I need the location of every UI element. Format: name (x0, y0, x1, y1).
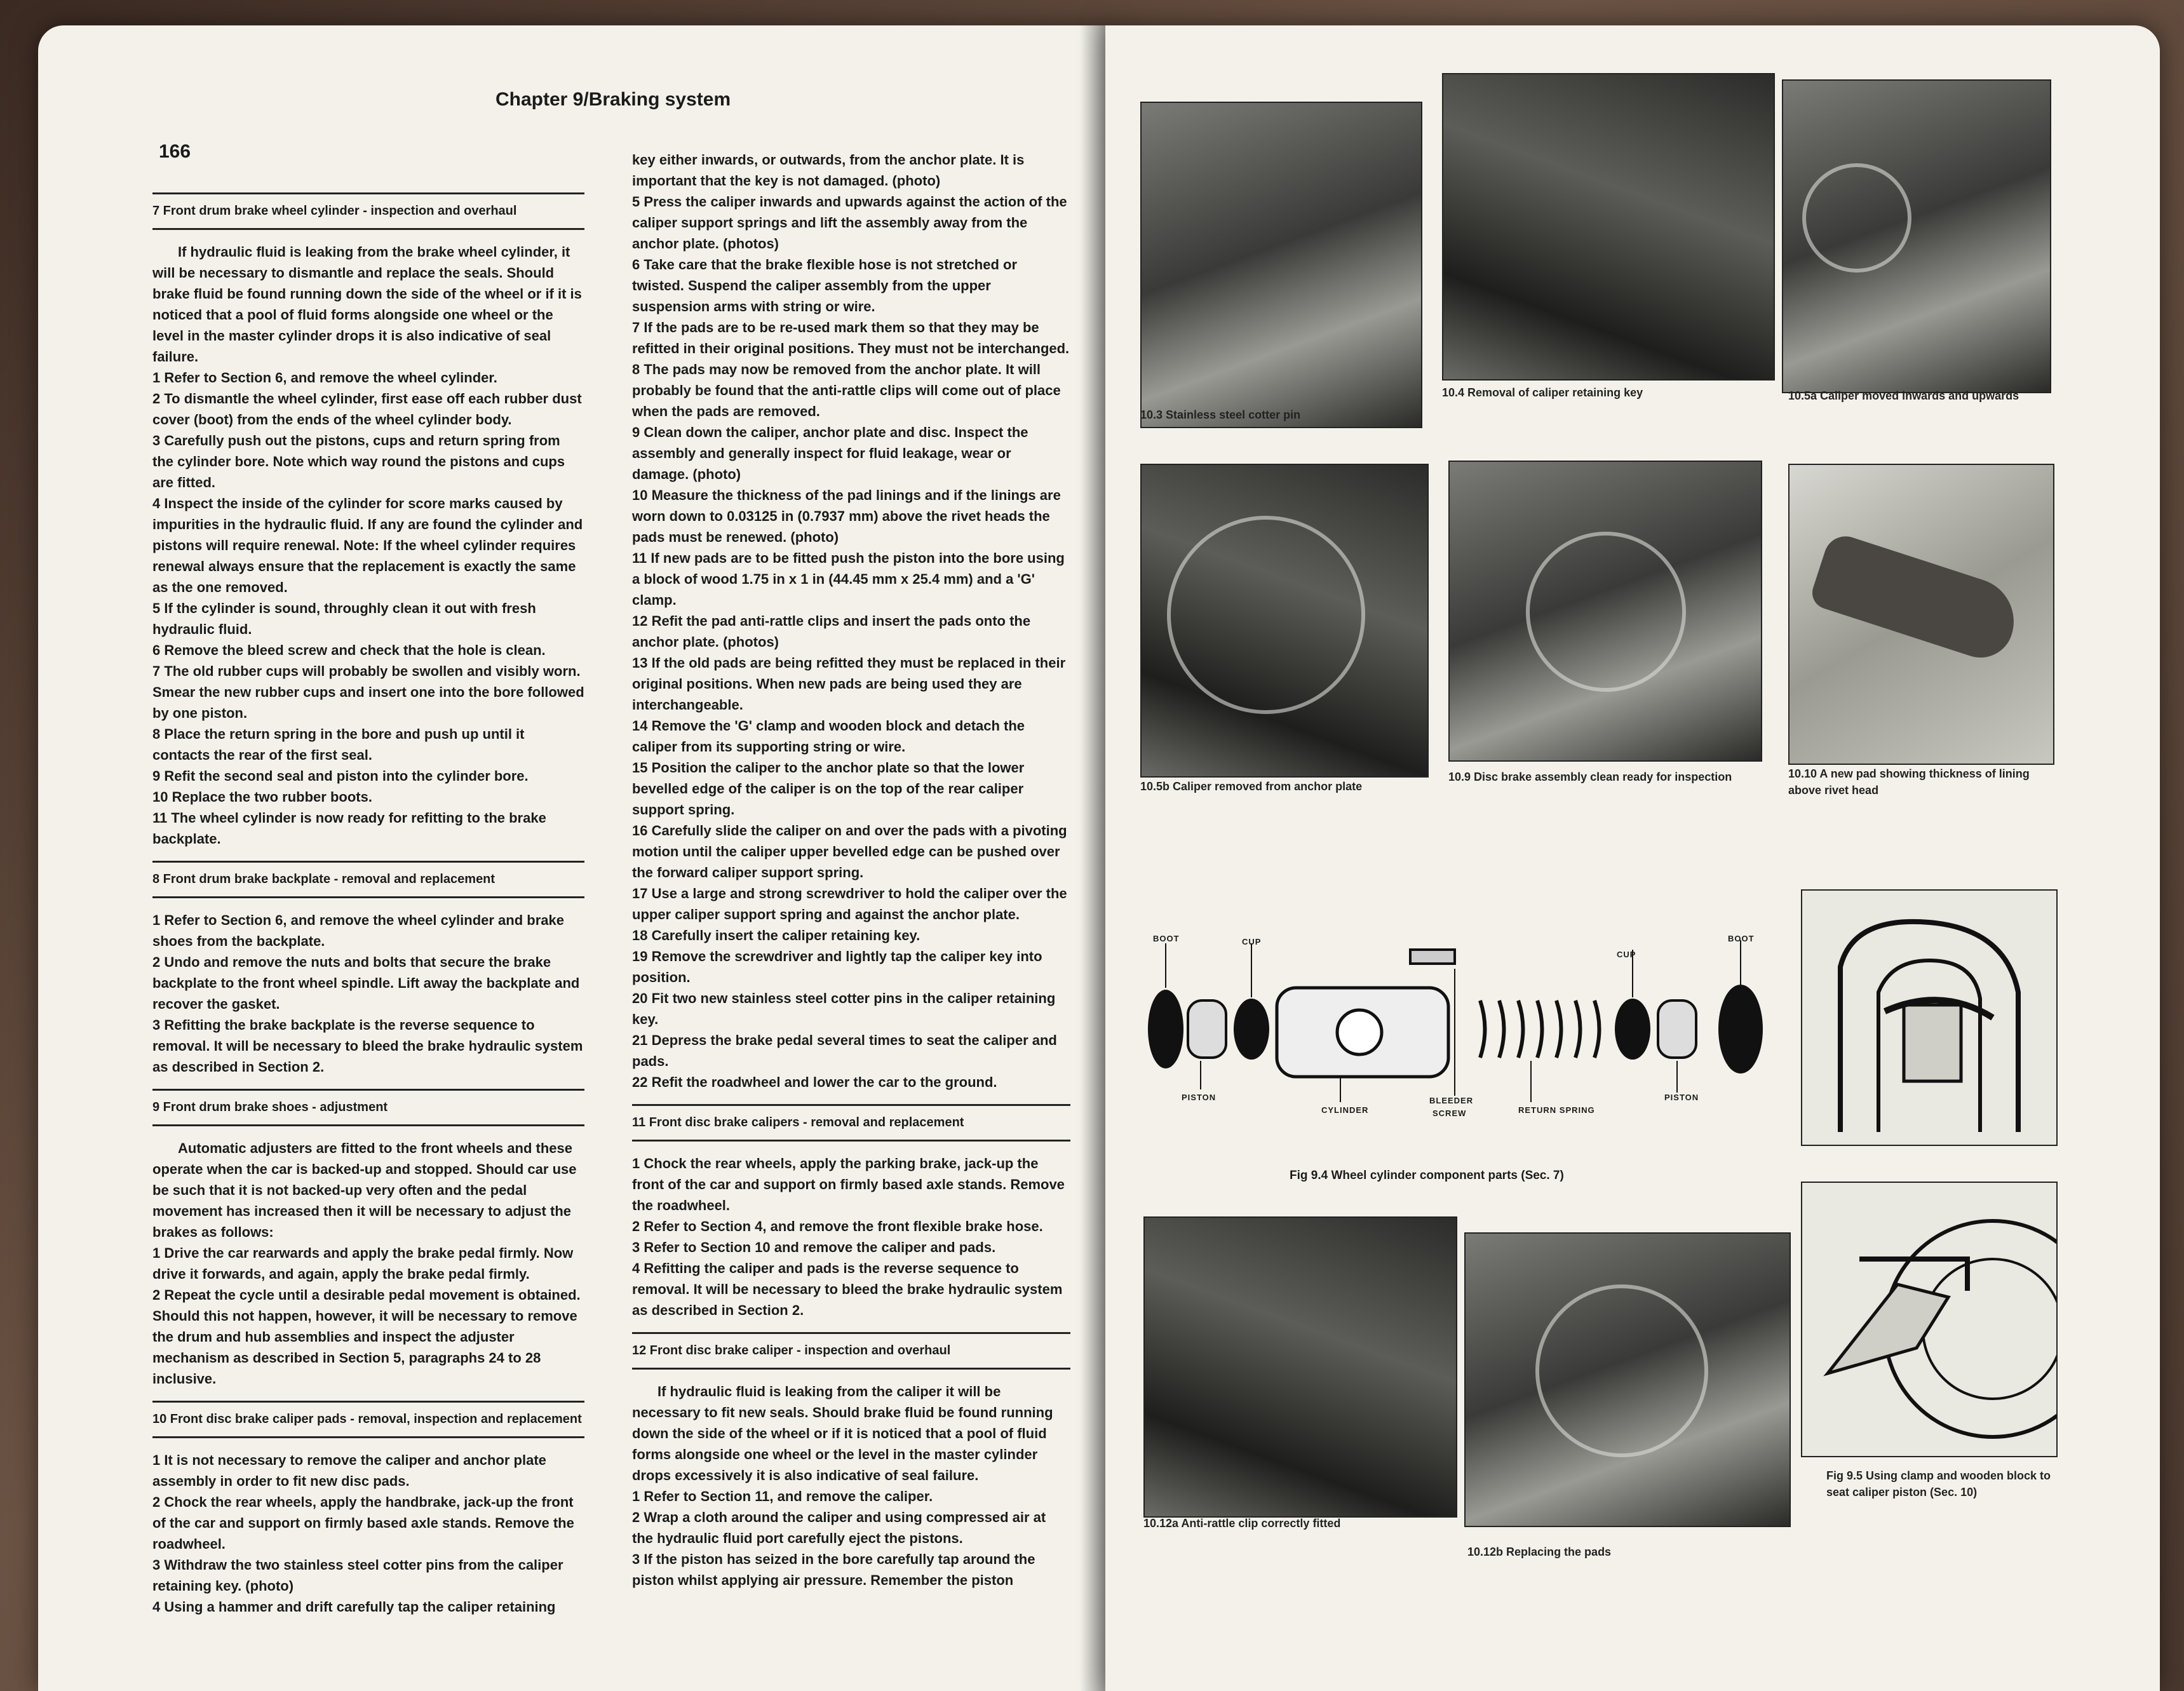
piston-right-shape (1658, 1000, 1696, 1058)
middle-text-column (632, 149, 1070, 1591)
c-p11: 11 If new pads are to be fitted push the piston into the bore using a block of wood 1.75 in x 1 in (44.45 mm x 25.4 mm) and a 'G' clamp. (632, 550, 1065, 608)
boot-right-shape (1718, 985, 1763, 1074)
c-p20: 20 Fit two new stainless steel cotter pins in the caliper retaining key. (632, 990, 1056, 1027)
label-boot-left: BOOT (1153, 934, 1180, 943)
label-boot-right: BOOT (1728, 934, 1755, 943)
photo-10-10 (1788, 464, 2054, 765)
label-return-spring: RETURN SPRING (1518, 1105, 1595, 1115)
s10-p3: 3 Withdraw the two stainless steel cotter pins from the caliper retaining key. (photo) (152, 1557, 563, 1594)
section-9-title: 9 Front drum brake shoes - adjustment (152, 1089, 584, 1126)
s7-p6: 6 Remove the bleed screw and check that the hole is clean. (152, 642, 546, 658)
brake-disc (1535, 1284, 1708, 1457)
c-p22: 22 Refit the roadwheel and lower the car to the ground. (632, 1074, 997, 1090)
section-12-title: 12 Front disc brake caliper - inspection and overhaul (632, 1332, 1070, 1370)
s10-p1: 1 It is not necessary to remove the caliper and anchor plate assembly in order to fit new disc pads. (152, 1452, 546, 1489)
c-p12: 12 Refit the pad anti-rattle clips and insert the pads onto the anchor plate. (photos) (632, 613, 1031, 650)
label-cylinder: CYLINDER (1321, 1105, 1369, 1115)
bleeder-screw-shape (1410, 950, 1455, 964)
caption-10-12a: 10.12a Anti-rattle clip correctly fitted (1143, 1517, 1341, 1530)
s11-p2: 2 Refer to Section 4, and remove the front flexible brake hose. (632, 1218, 1043, 1234)
fig-9-5-drawing (1801, 1182, 2058, 1457)
c-p17: 17 Use a large and strong screwdriver to hold the caliper over the upper caliper support spring and against the anchor plate. (632, 886, 1067, 922)
c-p8: 8 The pads may now be removed from the anchor plate. It will probably be found that the anti-rattle clips will come out of place when the pads are removed. (632, 361, 1061, 419)
s7-p3: 3 Carefully push out the pistons, cups and return spring from the cylinder bore. Note which way round the pistons and cups are fitted. (152, 433, 565, 490)
c-p4: key either inwards, or outwards, from the anchor plate. It is important that the key is not damaged. (photo) (632, 152, 1025, 189)
caption-10-5a: 10.5a Caliper moved inwards and upwards (1788, 389, 2019, 402)
s8-p3: 3 Refitting the brake backplate is the reverse sequence to removal. It will be necessary to bleed the brake hydraulic system as described in Section 2. (152, 1017, 583, 1075)
label-cup-right: CUP (1617, 950, 1636, 959)
s10-p4: 4 Using a hammer and drift carefully tap the caliper retaining (152, 1599, 556, 1615)
fig-9-4-caption: Fig 9.4 Wheel cylinder component parts (Sec. 7) (1290, 1169, 1564, 1182)
c-p5: 5 Press the caliper inwards and upwards against the action of the caliper support springs and lift the assembly away from the anchor plate. (photos) (632, 194, 1067, 252)
cup-right-shape (1615, 999, 1650, 1060)
s12-p2: 2 Wrap a cloth around the caliper and using compressed air at the hydraulic fluid port carefully eject the pistons. (632, 1509, 1046, 1546)
photo-10-9 (1448, 461, 1762, 762)
label-screw: SCREW (1432, 1108, 1467, 1118)
s12-p1: 1 Refer to Section 11, and remove the caliper. (632, 1488, 933, 1504)
caption-10-5b: 10.5b Caliper removed from anchor plate (1140, 780, 1363, 793)
label-piston-right: PISTON (1664, 1093, 1699, 1102)
s9-intro: Automatic adjusters are fitted to the front wheels and these operate when the car is backed-up and stopped. Should car use be such that it is not backed-up very often and the pedal movement has increased then it will be necessary to adjust the brakes as follows: (152, 1140, 577, 1240)
brake-pad (1808, 530, 2025, 666)
c-p16: 16 Carefully slide the caliper on and over the pads with a pivoting motion until the caliper upper bevelled edge can be pushed over the forward caliper support spring. (632, 823, 1067, 880)
s7-p2: 2 To dismantle the wheel cylinder, first ease off each rubber dust cover (boot) from the ends of the wheel cylinder body. (152, 391, 582, 428)
brake-disc (1167, 516, 1365, 714)
c-p10: 10 Measure the thickness of the pad linings and if the linings are worn down to 0.03125 in (0.7937 mm) above the rivet heads the pads must be renewed. (photo) (632, 487, 1061, 545)
return-spring-shape (1480, 1000, 1600, 1058)
caption-10-3: 10.3 Stainless steel cotter pin (1140, 408, 1301, 421)
c-p21: 21 Depress the brake pedal several times to seat the caliper and pads. (632, 1032, 1057, 1069)
photo-10-3 (1140, 102, 1422, 428)
boot-left-shape (1148, 990, 1183, 1068)
photo-10-4 (1442, 73, 1775, 381)
cup-left-shape (1234, 999, 1269, 1060)
s12-intro: If hydraulic fluid is leaking from the caliper it will be necessary to fit new seals. Should brake fluid be found running down the side of the wheel or if it is noticed that a pool of fluid forms alongside one wheel or the level in the master cylinder drops excessively it is also indicative of seal failure. (632, 1384, 1053, 1483)
piston-left-shape (1188, 1000, 1226, 1058)
caption-10-10: 10.10 A new pad showing thickness of lining above rivet head (1788, 767, 2030, 797)
label-cup-left: CUP (1242, 937, 1262, 947)
brake-disc (1526, 532, 1686, 692)
s9-p1: 1 Drive the car rearwards and apply the brake pedal firmly. Now drive it forwards, and again, apply the brake pedal firmly. (152, 1245, 574, 1282)
label-bleeder: BLEEDER (1429, 1096, 1474, 1105)
s8-p1: 1 Refer to Section 6, and remove the wheel cylinder and brake shoes from the backplate. (152, 912, 564, 949)
s7-p8: 8 Place the return spring in the bore and push up until it contacts the rear of the first seal. (152, 726, 525, 763)
caliper-sketch (1802, 891, 2056, 1145)
s7-p1: 1 Refer to Section 6, and remove the wheel cylinder. (152, 370, 497, 386)
left-text-column (152, 181, 584, 1617)
hub-disc (1802, 163, 1911, 273)
fig-9-5-caption: Fig 9.5 Using clamp and wooden block to seat caliper piston (Sec. 10) (1826, 1469, 2051, 1499)
c-p9: 9 Clean down the caliper, anchor plate and disc. Inspect the assembly and generally inspect for fluid leakage, wear or damage. (photo) (632, 424, 1028, 482)
page-number: 166 (159, 141, 191, 162)
section-11-title: 11 Front disc brake calipers - removal and replacement (632, 1104, 1070, 1142)
photo-10-5a (1782, 79, 2051, 393)
s11-p4: 4 Refitting the caliper and pads is the reverse sequence to removal. It will be necessary to bleed the brake hydraulic system as described in Section 2. (632, 1260, 1063, 1318)
label-piston-left: PISTON (1182, 1093, 1217, 1102)
caption-10-4: 10.4 Removal of caliper retaining key (1442, 386, 1643, 399)
c-p6: 6 Take care that the brake flexible hose is not stretched or twisted. Suspend the caliper assembly from the upper suspension arms with string or wire. (632, 257, 1018, 314)
c-p14: 14 Remove the 'G' clamp and wooden block and detach the caliper from its supporting string or wire. (632, 718, 1025, 755)
s7-p9: 9 Refit the second seal and piston into the cylinder bore. (152, 768, 529, 784)
cylinder-port-shape (1337, 1010, 1382, 1054)
c-p19: 19 Remove the screwdriver and lightly tap the caliper key into position. (632, 948, 1042, 985)
caliper-drawing (1801, 889, 2058, 1146)
clamp-sketch (1802, 1183, 2056, 1456)
s7-p5: 5 If the cylinder is sound, throughly clean it out with fresh hydraulic fluid. (152, 600, 536, 637)
s7-p11: 11 The wheel cylinder is now ready for refitting to the brake backplate. (152, 810, 546, 847)
caption-10-12b: 10.12b Replacing the pads (1467, 1546, 1612, 1558)
c-p13: 13 If the old pads are being refitted they must be replaced in their original positions. When new pads are being used they are interchangeable. (632, 655, 1066, 713)
s7-p4: 4 Inspect the inside of the cylinder for score marks caused by impurities in the hydraulic fluid. If any are found the cylinder and pistons will require renewal. Note: If the wheel cylinder requires renewal always ensure that the replacement is exactly the same as the one removed. (152, 495, 583, 595)
s7-intro: If hydraulic fluid is leaking from the brake wheel cylinder, it will be necessary to dismantle and replace the seals. Should brake fluid be found running down the side of the wheel or if it is noticed that a pool of fluid forms alongside one wheel or the level in the master cylinder drops it is also indicative of seal failure. (152, 244, 582, 365)
caption-10-9: 10.9 Disc brake assembly clean ready for inspection (1448, 771, 1732, 783)
section-10-title: 10 Front disc brake caliper pads - removal, inspection and replacement (152, 1401, 584, 1438)
section-8-title: 8 Front drum brake backplate - removal and replacement (152, 861, 584, 898)
photo-10-12b (1464, 1232, 1791, 1527)
photo-10-5b (1140, 464, 1429, 778)
s12-p3: 3 If the piston has seized in the bore carefully tap around the piston whilst applying air pressure. Remember the piston (632, 1551, 1035, 1588)
c-p7: 7 If the pads are to be re-used mark them so that they may be refitted in their original positions. They must not be interchanged. (632, 320, 1070, 356)
s7-p7: 7 The old rubber cups will probably be swollen and visibly worn. Smear the new rubber cups and insert one into the bore followed by one piston. (152, 663, 584, 721)
c-p18: 18 Carefully insert the caliper retaining key. (632, 927, 920, 943)
photo-10-12a (1143, 1216, 1457, 1518)
s11-p1: 1 Chock the rear wheels, apply the parking brake, jack-up the front of the car and support on firmly based axle stands. Remove the roadwheel. (632, 1155, 1065, 1213)
s11-p3: 3 Refer to Section 10 and remove the caliper and pads. (632, 1239, 996, 1255)
s8-p2: 2 Undo and remove the nuts and bolts that secure the brake backplate to the front wheel spindle. Lift away the backplate and recover the gasket. (152, 954, 580, 1012)
s10-p2: 2 Chock the rear wheels, apply the handbrake, jack-up the front of the car and support on firmly based axle stands. Remove the roadwheel. (152, 1494, 574, 1552)
section-7-title: 7 Front drum brake wheel cylinder - inspection and overhaul (152, 192, 584, 230)
s9-p2: 2 Repeat the cycle until a desirable pedal movement is obtained. Should this not happen, however, it will be necessary to remove the drum and hub assemblies and inspect the adjuster mechanism as described in Section 5, paragraphs 24 to 28 inclusive. (152, 1287, 581, 1387)
running-head: Chapter 9/Braking system (495, 89, 731, 110)
s7-p10: 10 Replace the two rubber boots. (152, 789, 372, 805)
c-p15: 15 Position the caliper to the anchor plate so that the lower bevelled edge of the caliper is on the top of the rear caliper support spring. (632, 760, 1025, 818)
